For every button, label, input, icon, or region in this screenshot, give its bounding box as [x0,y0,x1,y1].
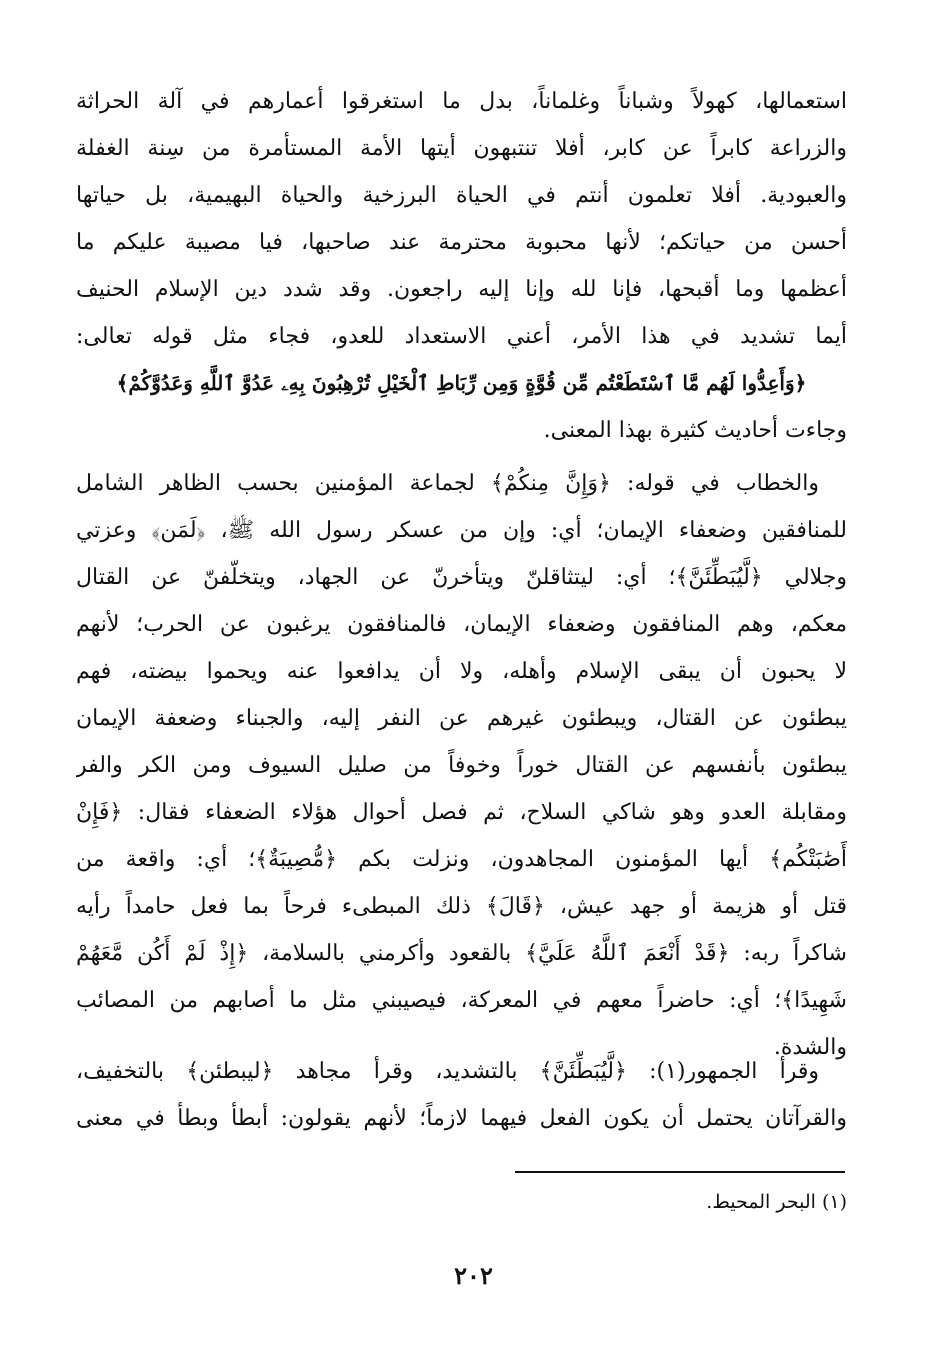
paragraph-1 [76,78,847,454]
text-line: أَصَٰبَتْكُم﴾ أيها المؤمنون المجاهدون، ونزلت بكم ﴿مُّصِيبَةٌ﴾؛ أي: واقعة من [76,847,847,872]
footnote: (١) البحر المحيط. [706,1191,847,1213]
page-number: ٢٠٢ [454,1261,493,1290]
text-line: والزراعة كابراً عن كابر، أفلا تنتبهون أيتها الأمة المستأمرة من سِنة الغفلة [76,136,847,161]
text-line: معكم، وهم المنافقون وضعفاء الإيمان، فالمنافقون يرغبون عن الحرب؛ لأنهم [76,612,847,637]
text-line: يبطئون بأنفسهم عن القتال خوراً وخوفاً من صليل السيوف ومن الكر والفر [76,753,847,778]
text-line: شاكراً ربه: ﴿قَدْ أَنْعَمَ ٱللَّهُ عَلَيَّ﴾ بالقعود وأكرمني بالسلامة، ﴿إِذْ لَمْ أَكُن مَّعَهُمْ [76,941,847,966]
text-line: وجاءت أحاديث كثيرة بهذا المعنى. [543,418,847,443]
text-line: استعمالها، كهولاً وشباناً وغلماناً، بدل ما استغرقوا أعمارهم في آلة الحراثة [76,89,847,114]
paragraph-2 [76,460,847,1071]
text-line: ومقابلة العدو وهو شاكي السلاح، ثم فصل أحوال هؤلاء الضعفاء فقال: ﴿فَإِنْ [76,800,847,825]
text-line: شَهِيدًا﴾؛ أي: حاضراً معهم في المعركة، فيصيبني مثل ما أصابهم من المصائب [76,988,847,1013]
quran-verse: ﴿وَأَعِدُّوا لَهُم مَّا ٱسْتَطَعْتُم مِّن قُوَّةٍ وَمِن رِّبَاطِ ٱلْخَيْلِ تُرْهِبُونَ بِهِۦ عَدُوَّ ٱللَّهِ وَعَدُوَّكُمْ﴾ [116,371,807,395]
text-line: لا يحبون أن يبقى الإسلام وأهله، ولا أن يدافعوا عنه ويحموا بيضته، فهم [76,659,847,684]
footnote-separator [515,1171,845,1173]
paragraph-3 [76,1048,847,1142]
text-line: والقرآتان يحتمل أن يكون الفعل فيهما لازماً؛ لأنهم يقولون: أبطأ وبطأ في معنى [76,1106,847,1131]
text-line: والعبودية. أفلا تعلمون أنتم في الحياة البرزخية والحياة البهيمية، بل حياتها [76,183,847,208]
text-line: أحسن من حياتكم؛ لأنها محبوبة محترمة عند صاحبها، فيا مصيبة عليكم ما [76,230,847,255]
text-line: والشدة. [773,1035,847,1060]
text-line: للمنافقين وضعفاء الإيمان؛ أي: وإن من عسكر رسول الله ﷺ، ﴿لَمَن﴾ وعزتي [76,518,847,543]
text-line: يبطئون عن القتال، ويبطئون غيرهم عن النفر إليه، والجبناء وضعفة الإيمان [76,706,847,731]
text-line: أيما تشديد في هذا الأمر، أعني الاستعداد للعدو، فجاء مثل قوله تعالى: [76,324,847,349]
text-line: قتل أو هزيمة أو جهد عيش، ﴿قَالَ﴾ ذلك المبطىء فرحاً بما فعل حامداً رأيه [76,894,847,919]
text-line: وجلالي ﴿لَّيُبَطِّئَنَّ﴾؛ أي: ليتثاقلنّ ويتأخرنّ عن الجهاد، ويتخلّفنّ عن القتال [76,565,847,590]
text-line: أعظمها وما أقبحها، فإنا لله وإنا إليه راجعون. وقد شدد دين الإسلام الحنيف [76,277,847,302]
text-line: وقرأ الجمهور(١): ﴿لَّيُبَطِّئَنَّ﴾ بالتشديد، وقرأ مجاهد ﴿ليبطئن﴾ بالتخفيف، [76,1059,819,1084]
text-line: والخطاب في قوله: ﴿وَإِنَّ مِنكُمْ﴾ لجماعة المؤمنين بحسب الظاهر الشامل [76,471,819,496]
